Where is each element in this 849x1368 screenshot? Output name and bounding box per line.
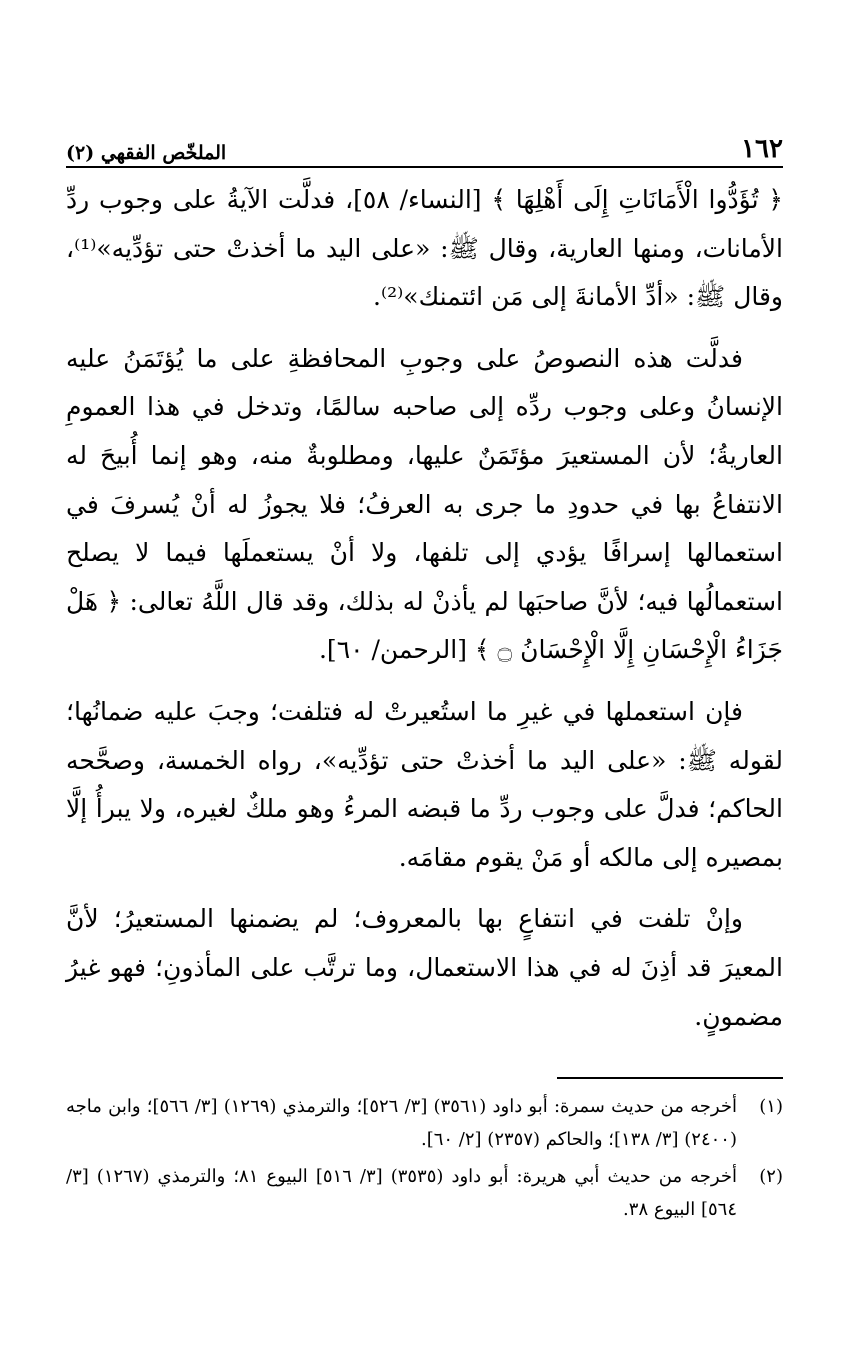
footnotes [66, 1090, 783, 1230]
text-line: وإنْ تلفت في انتفاعٍ بها بالمعروف؛ لم يضمنها المستعيرُ؛ لأنَّ [66, 904, 743, 934]
footnote-text [66, 1090, 737, 1156]
text-line: العاريةُ؛ لأن المستعيرَ مؤتَمَنٌ عليها، ومطلوبةٌ منه، وهو إنما أُبيحَ له [66, 440, 783, 470]
text-line: لقوله ﷺ: «على اليد ما أخذتْ حتى تؤدِّيه»، رواه الخمسة، وصحَّحه [66, 745, 783, 775]
text-line: الحاكم؛ فدلَّ على وجوب ردِّ ما قبضه المرءُ وهو ملكٌ لغيره، ولا يبرأُ إلَّا [66, 794, 783, 824]
paragraph-4 [66, 895, 783, 1041]
text-line: استعمالُها فيه؛ لأنَّ صاحبَها لم يأذنْ له بذلك، وقد قال اللَّهُ تعالى: [129, 586, 783, 616]
text-line: وقال ﷺ: «أدِّ الأمانةَ إلى مَن ائتمنك»⁽²⁾. [373, 282, 783, 312]
text-line: الانتفاعُ بها في حدودِ ما جرى به العرفُ؛ فلا يجوزُ له أنْ يُسرفَ في [66, 489, 783, 519]
book-title: الملخّص الفقهي (٢) [66, 142, 227, 164]
footnote-1 [66, 1090, 783, 1156]
main-text [66, 176, 783, 1041]
paragraph-3 [66, 688, 783, 882]
footnote-number: (١) [759, 1096, 783, 1117]
text-line: المعيرَ قد أذِنَ له في هذا الاستعمال، وما ترتَّب على المأذونِ؛ فهو غيرُ [66, 952, 783, 982]
footnote-number: (٢) [759, 1166, 783, 1187]
text-line: الإنسانُ وعلى وجوب ردِّه إلى صاحبه سالمًا، وتدخل في هذا العمومِ [66, 392, 783, 422]
paragraph-2 [66, 335, 783, 675]
text-line: استعمالها إسرافًا يؤدي إلى تلفها، ولا أنْ يستعملَها فيما لا يصلح [66, 538, 783, 568]
footnote-divider [557, 1077, 783, 1079]
footnote-text [66, 1160, 737, 1226]
text-line: فإن استعملها في غيرِ ما استُعيرتْ له فتلفت؛ وجبَ عليه ضمانُها؛ [66, 696, 743, 726]
footnote-line: والترمذي (١٢٦٧) [٣/ ٥٦٤] البيوع ٣٨. [66, 1166, 737, 1220]
header-divider [66, 166, 783, 168]
text-line: ﴿ تُؤَدُّوا الْأَمَانَاتِ إِلَى أَهْلِهَا ﴾ [النساء/ ٥٨]، فدلَّت الآيةُ على وجوب ردِّ [66, 185, 783, 214]
text-line: مضمونٍ. [694, 1001, 783, 1031]
running-header [66, 128, 783, 164]
paragraph-1 [66, 176, 783, 322]
footnote-line: أخرجه من حديث أبي هريرة: أبو داود (٣٥٣٥) [٣/ ٥١٦] البيوع ٨١؛ [233, 1166, 737, 1187]
footnote-line: [٣/ ٥٦٦]؛ وابن ماجه (٢٤٠٠) [٣/ ١٣٨]؛ والحاكم (٢٣٥٧) [٢/ ٦٠]. [66, 1096, 737, 1150]
text-line: فدلَّت هذه النصوصُ على وجوبِ المحافظةِ على ما يُؤتَمَنُ عليه [66, 343, 743, 373]
footnote-line: أخرجه من حديث سمرة: أبو داود (٣٥٦١) [٣/ ٥٢٦]؛ والترمذي (١٢٦٩) [223, 1096, 737, 1117]
text-line: الأمانات، ومنها العارية، وقال ﷺ: «على اليد ما أخذتْ حتى تؤدِّيه»⁽¹⁾، [66, 233, 783, 263]
text-line: ﴿ هَلْ جَزَاءُ الْإِحْسَانِ إِلَّا الْإِحْسَانُ ۝ ﴾ [الرحمن/ ٦٠]. [66, 586, 783, 665]
page-number: ١٦٢ [741, 134, 783, 164]
text-line: بمصيره إلى مالكه أو مَنْ يقوم مقامَه. [398, 842, 783, 872]
footnote-2 [66, 1160, 783, 1226]
